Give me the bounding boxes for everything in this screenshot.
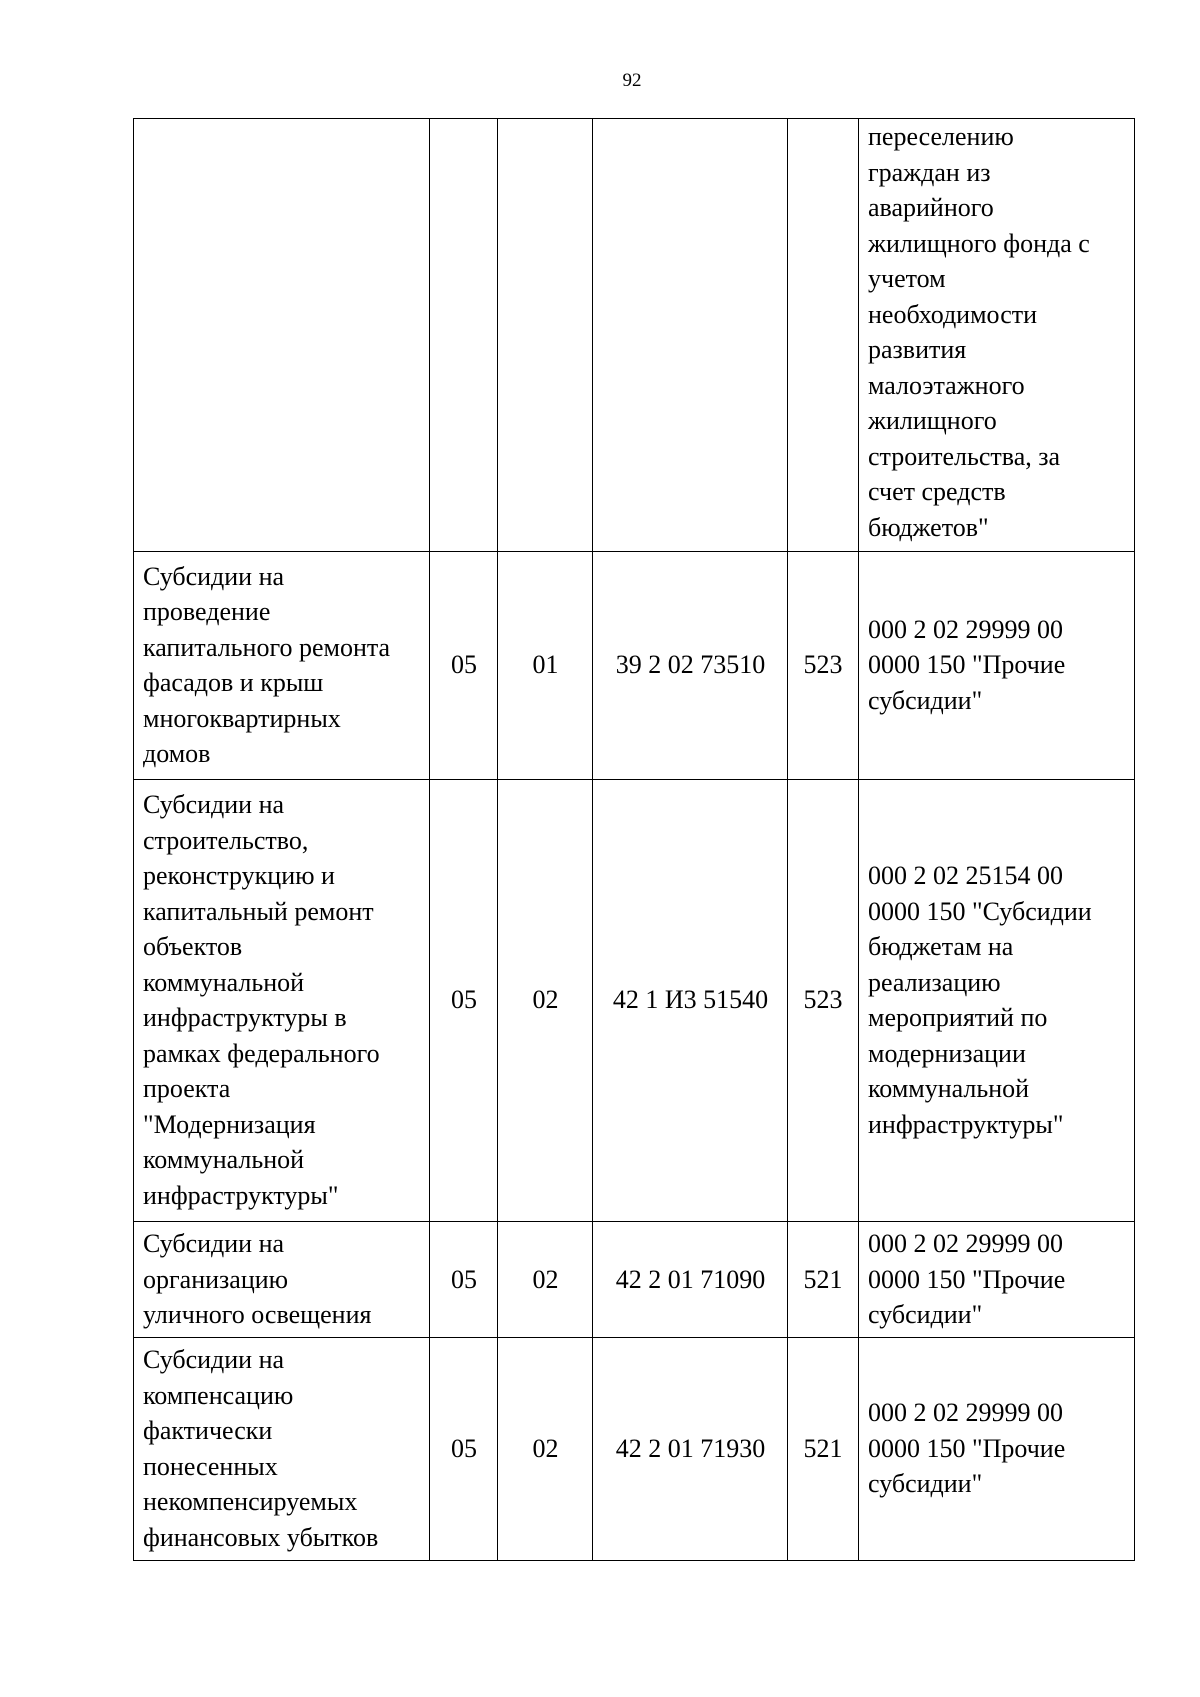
expense-type-cell [788, 119, 859, 552]
income-code-cell: 000 2 02 29999 00 0000 150 "Прочие субсидии" [859, 1222, 1135, 1338]
income-code-cell: 000 2 02 25154 00 0000 150 "Субсидии бюджетам на реализацию мероприятий по модернизации коммунальной инфраструктуры" [859, 780, 1135, 1222]
subsidy-name-cell: Субсидии на проведение капитального ремонта фасадов и крыш многоквартирных домов [134, 552, 430, 780]
target-article-cell: 39 2 02 73510 [593, 552, 788, 780]
table-row [134, 119, 1135, 552]
expense-type-cell: 523 [788, 552, 859, 780]
subsidy-name-cell: Субсидии на организацию уличного освещения [134, 1222, 430, 1338]
table-row [134, 1338, 1135, 1561]
section-code-cell: 05 [430, 552, 498, 780]
table-row [134, 552, 1135, 780]
table-row [134, 780, 1135, 1222]
subsection-code-cell: 02 [498, 1338, 593, 1561]
budget-table [133, 118, 1135, 1561]
subsidy-name-cell: Субсидии на компенсацию фактически понесенных некомпенсируемых финансовых убытков [134, 1338, 430, 1561]
income-code-cell: 000 2 02 29999 00 0000 150 "Прочие субсидии" [859, 552, 1135, 780]
subsidy-name-cell [134, 119, 430, 552]
subsidy-name-cell: Субсидии на строительство, реконструкцию и капитальный ремонт объектов коммунальной инфраструктуры в рамках федерального проекта "Модернизация коммунальной инфраструктуры" [134, 780, 430, 1222]
expense-type-cell: 521 [788, 1338, 859, 1561]
subsection-code-cell: 02 [498, 780, 593, 1222]
section-code-cell: 05 [430, 780, 498, 1222]
expense-type-cell: 521 [788, 1222, 859, 1338]
table-row [134, 1222, 1135, 1338]
income-code-cell: переселению граждан из аварийного жилищного фонда с учетом необходимости развития малоэтажного жилищного строительства, за счет средств бюджетов" [859, 119, 1135, 552]
section-code-cell: 05 [430, 1222, 498, 1338]
subsection-code-cell [498, 119, 593, 552]
target-article-cell: 42 2 01 71930 [593, 1338, 788, 1561]
section-code-cell [430, 119, 498, 552]
subsection-code-cell: 02 [498, 1222, 593, 1338]
section-code-cell: 05 [430, 1338, 498, 1561]
income-code-cell: 000 2 02 29999 00 0000 150 "Прочие субсидии" [859, 1338, 1135, 1561]
target-article-cell: 42 2 01 71090 [593, 1222, 788, 1338]
expense-type-cell: 523 [788, 780, 859, 1222]
target-article-cell: 42 1 И3 51540 [593, 780, 788, 1222]
page-number: 92 [622, 70, 642, 91]
target-article-cell [593, 119, 788, 552]
subsection-code-cell: 01 [498, 552, 593, 780]
